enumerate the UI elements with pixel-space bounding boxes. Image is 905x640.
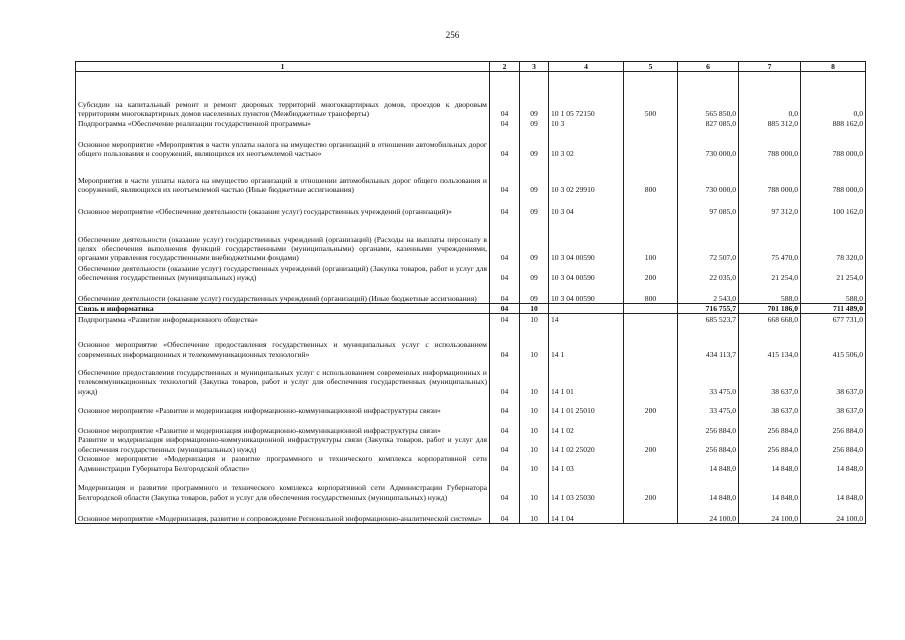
table-row bbox=[76, 415, 866, 435]
row-amount-col6: 685 523,7 bbox=[678, 314, 739, 324]
row-amount-col6: 716 755,7 bbox=[678, 304, 739, 314]
row-amount-col7: 38 637,0 bbox=[739, 359, 801, 396]
row-expense-type bbox=[624, 502, 678, 524]
row-amount-col8: 256 884,0 bbox=[801, 415, 866, 435]
row-subsection: 09 bbox=[520, 283, 549, 304]
row-section: 04 bbox=[490, 72, 520, 119]
col-header: 7 bbox=[739, 62, 801, 72]
row-section: 04 bbox=[490, 217, 520, 263]
row-amount-col8: 788 000,0 bbox=[801, 129, 866, 159]
row-name: Основное мероприятие «Развитие и модернизация информационно-коммуникационной инфраструктуры связи» bbox=[76, 396, 490, 415]
row-name: Модернизация и развитие программного и технического комплекса корпоративной сети Администрации Губернатора Белгородской области (Закупка товаров, работ и услуг для обеспечения государственных (муниципальных) нужд) bbox=[76, 473, 490, 502]
col-header: 1 bbox=[76, 62, 490, 72]
row-subsection: 09 bbox=[520, 263, 549, 283]
row-amount-col7: 256 884,0 bbox=[739, 435, 801, 454]
table-row bbox=[76, 159, 866, 195]
row-section: 04 bbox=[490, 129, 520, 159]
row-section: 04 bbox=[490, 435, 520, 454]
row-name: Подпрограмма «Обеспечение реализации государственной программы» bbox=[76, 119, 490, 129]
row-subsection: 10 bbox=[520, 314, 549, 324]
row-section: 04 bbox=[490, 119, 520, 129]
row-target-article: 10 3 04 bbox=[549, 195, 624, 217]
table-row bbox=[76, 359, 866, 396]
row-section: 04 bbox=[490, 473, 520, 502]
row-name: Основное мероприятие «Модернизация, развитие и сопровождение Региональной информационно-аналитической системы» bbox=[76, 502, 490, 524]
row-target-article: 10 3 04 00590 bbox=[549, 263, 624, 283]
row-amount-col7: 0,0 bbox=[739, 72, 801, 119]
row-name: Обеспечение деятельности (оказание услуг) государственных учреждений (организаций) (Закупка товаров, работ и услуг для обеспечения государственных (муниципальных) нужд) bbox=[76, 263, 490, 283]
row-expense-type bbox=[624, 314, 678, 324]
row-name: Развитие и модернизация информационно-коммуникационной инфраструктуры связи (Закупка товаров, работ и услуг для обеспечения государственных (муниципальных) нужд) bbox=[76, 435, 490, 454]
row-name: Основное мероприятие «Обеспечение деятельности (оказание услуг) государственных учреждений (организаций)» bbox=[76, 195, 490, 217]
row-amount-col6: 256 884,0 bbox=[678, 415, 739, 435]
row-name: Основное мероприятие «Обеспечение предоставления государственных и муниципальных услуг с использованием современных информационных и телекоммуникационных технологий» bbox=[76, 324, 490, 359]
table-row bbox=[76, 473, 866, 502]
row-amount-col7: 14 848,0 bbox=[739, 454, 801, 473]
row-expense-type: 200 bbox=[624, 435, 678, 454]
row-amount-col7: 21 254,0 bbox=[739, 263, 801, 283]
table-row bbox=[76, 304, 866, 314]
row-section: 04 bbox=[490, 314, 520, 324]
row-name: Мероприятия в части уплаты налога на имущество организаций в отношении автомобильных дорог общего пользования и сооружений, являющихся их неотъемлемой частью (Иные бюджетные ассигнования) bbox=[76, 159, 490, 195]
row-amount-col8: 100 162,0 bbox=[801, 195, 866, 217]
row-expense-type bbox=[624, 119, 678, 129]
table-row bbox=[76, 129, 866, 159]
row-amount-col6: 33 475,0 bbox=[678, 359, 739, 396]
row-subsection: 10 bbox=[520, 324, 549, 359]
row-expense-type: 100 bbox=[624, 217, 678, 263]
row-subsection: 09 bbox=[520, 129, 549, 159]
row-target-article bbox=[549, 304, 624, 314]
row-amount-col8: 38 637,0 bbox=[801, 359, 866, 396]
row-section: 04 bbox=[490, 396, 520, 415]
row-section: 04 bbox=[490, 304, 520, 314]
row-target-article: 10 3 04 00590 bbox=[549, 217, 624, 263]
row-amount-col6: 22 035,0 bbox=[678, 263, 739, 283]
row-subsection: 10 bbox=[520, 454, 549, 473]
row-amount-col6: 2 543,0 bbox=[678, 283, 739, 304]
row-amount-col7: 415 134,0 bbox=[739, 324, 801, 359]
row-name: Обеспечение предоставления государственных и муниципальных услуг с использованием современных информационных и телекоммуникационных технологий (Закупка товаров, работ и услуг для обеспечения государственных (муниципальных) нужд) bbox=[76, 359, 490, 396]
row-amount-col6: 14 848,0 bbox=[678, 473, 739, 502]
table-row bbox=[76, 195, 866, 217]
row-amount-col7: 14 848,0 bbox=[739, 473, 801, 502]
row-section: 04 bbox=[490, 359, 520, 396]
row-subsection: 10 bbox=[520, 473, 549, 502]
budget-table bbox=[75, 61, 866, 524]
row-expense-type: 800 bbox=[624, 283, 678, 304]
row-amount-col6: 565 850,0 bbox=[678, 72, 739, 119]
table-row bbox=[76, 119, 866, 129]
row-amount-col8: 677 731,0 bbox=[801, 314, 866, 324]
col-header: 5 bbox=[624, 62, 678, 72]
row-expense-type bbox=[624, 324, 678, 359]
row-section: 04 bbox=[490, 263, 520, 283]
row-amount-col6: 730 000,0 bbox=[678, 159, 739, 195]
row-amount-col6: 24 100,0 bbox=[678, 502, 739, 524]
row-subsection: 10 bbox=[520, 396, 549, 415]
header-row bbox=[76, 62, 866, 72]
row-name: Основное мероприятие «Модернизация и развитие программного и технического комплекса корпоративной сети Администрации Губернатора Белгородской области» bbox=[76, 454, 490, 473]
row-target-article: 14 1 02 25020 bbox=[549, 435, 624, 454]
row-amount-col7: 788 000,0 bbox=[739, 129, 801, 159]
table-row bbox=[76, 324, 866, 359]
table-row bbox=[76, 283, 866, 304]
row-amount-col8: 38 637,0 bbox=[801, 396, 866, 415]
row-expense-type bbox=[624, 304, 678, 314]
row-amount-col6: 434 113,7 bbox=[678, 324, 739, 359]
row-expense-type: 200 bbox=[624, 473, 678, 502]
table-row bbox=[76, 217, 866, 263]
row-amount-col8: 711 489,0 bbox=[801, 304, 866, 314]
col-header: 3 bbox=[520, 62, 549, 72]
row-expense-type bbox=[624, 359, 678, 396]
row-name: Связь и информатика bbox=[76, 304, 490, 314]
table-row bbox=[76, 314, 866, 324]
row-amount-col7: 256 884,0 bbox=[739, 415, 801, 435]
row-target-article: 14 1 bbox=[549, 324, 624, 359]
row-expense-type: 500 bbox=[624, 72, 678, 119]
row-amount-col6: 72 507,0 bbox=[678, 217, 739, 263]
table-row bbox=[76, 454, 866, 473]
row-amount-col8: 14 848,0 bbox=[801, 473, 866, 502]
row-subsection: 10 bbox=[520, 304, 549, 314]
row-subsection: 09 bbox=[520, 195, 549, 217]
table-row bbox=[76, 435, 866, 454]
row-target-article: 14 bbox=[549, 314, 624, 324]
row-subsection: 10 bbox=[520, 435, 549, 454]
row-amount-col8: 78 320,0 bbox=[801, 217, 866, 263]
row-subsection: 09 bbox=[520, 72, 549, 119]
row-amount-col6: 97 085,0 bbox=[678, 195, 739, 217]
row-amount-col8: 788 000,0 bbox=[801, 159, 866, 195]
row-target-article: 10 3 02 29910 bbox=[549, 159, 624, 195]
row-amount-col7: 668 668,0 bbox=[739, 314, 801, 324]
row-name: Обеспечение деятельности (оказание услуг) государственных учреждений (организаций) (Расходы на выплаты персоналу в целях обеспечения выполнения функций государственными (муниципальными) органами, казенными учреждениями, органами управления государственными внебюджетными фондами) bbox=[76, 217, 490, 263]
row-name: Основное мероприятие «Развитие и модернизация информационно-коммуникационной инфраструктуры связи» bbox=[76, 415, 490, 435]
row-subsection: 09 bbox=[520, 217, 549, 263]
row-amount-col8: 415 506,0 bbox=[801, 324, 866, 359]
row-section: 04 bbox=[490, 454, 520, 473]
row-amount-col6: 14 848,0 bbox=[678, 454, 739, 473]
row-amount-col8: 24 100,0 bbox=[801, 502, 866, 524]
row-subsection: 10 bbox=[520, 359, 549, 396]
row-subsection: 10 bbox=[520, 502, 549, 524]
row-target-article: 14 1 04 bbox=[549, 502, 624, 524]
table-row bbox=[76, 396, 866, 415]
row-target-article: 10 3 bbox=[549, 119, 624, 129]
row-section: 04 bbox=[490, 195, 520, 217]
row-amount-col7: 38 637,0 bbox=[739, 396, 801, 415]
row-target-article: 10 3 04 00590 bbox=[549, 283, 624, 304]
table-row bbox=[76, 263, 866, 283]
row-amount-col6: 256 884,0 bbox=[678, 435, 739, 454]
row-name: Субсидии на капитальный ремонт и ремонт дворовых территорий многоквартирных домов, проездов к дворовым территориям многоквартирных домов населенных пунктов (Межбюджетные трансферты) bbox=[76, 72, 490, 119]
row-amount-col7: 788 000,0 bbox=[739, 159, 801, 195]
col-header: 8 bbox=[801, 62, 866, 72]
col-header: 4 bbox=[549, 62, 624, 72]
row-amount-col6: 730 000,0 bbox=[678, 129, 739, 159]
row-amount-col7: 97 312,0 bbox=[739, 195, 801, 217]
row-amount-col7: 885 312,0 bbox=[739, 119, 801, 129]
table-row bbox=[76, 502, 866, 524]
row-target-article: 14 1 02 bbox=[549, 415, 624, 435]
row-expense-type bbox=[624, 129, 678, 159]
row-amount-col8: 888 162,0 bbox=[801, 119, 866, 129]
row-amount-col8: 588,0 bbox=[801, 283, 866, 304]
row-subsection: 09 bbox=[520, 159, 549, 195]
row-target-article: 14 1 03 25030 bbox=[549, 473, 624, 502]
row-amount-col7: 75 470,0 bbox=[739, 217, 801, 263]
row-amount-col7: 588,0 bbox=[739, 283, 801, 304]
row-amount-col8: 256 884,0 bbox=[801, 435, 866, 454]
row-section: 04 bbox=[490, 502, 520, 524]
row-expense-type: 800 bbox=[624, 159, 678, 195]
table-row bbox=[76, 72, 866, 119]
row-subsection: 10 bbox=[520, 415, 549, 435]
row-target-article: 10 3 02 bbox=[549, 129, 624, 159]
row-expense-type bbox=[624, 454, 678, 473]
table-body bbox=[76, 72, 866, 524]
row-section: 04 bbox=[490, 283, 520, 304]
row-section: 04 bbox=[490, 324, 520, 359]
row-target-article: 14 1 01 bbox=[549, 359, 624, 396]
row-name: Обеспечение деятельности (оказание услуг) государственных учреждений (организаций) (Иные бюджетные ассигнования) bbox=[76, 283, 490, 304]
col-header: 6 bbox=[678, 62, 739, 72]
row-amount-col7: 701 186,0 bbox=[739, 304, 801, 314]
row-target-article: 14 1 03 bbox=[549, 454, 624, 473]
row-amount-col6: 827 085,0 bbox=[678, 119, 739, 129]
row-amount-col6: 33 475,0 bbox=[678, 396, 739, 415]
row-name: Основное мероприятие «Мероприятия в части уплаты налога на имущество организаций в отношении автомобильных дорог общего пользования и сооружений, являющихся их неотъемлемой частью» bbox=[76, 129, 490, 159]
row-expense-type: 200 bbox=[624, 396, 678, 415]
row-expense-type bbox=[624, 195, 678, 217]
row-target-article: 10 1 05 72150 bbox=[549, 72, 624, 119]
row-target-article: 14 1 01 25010 bbox=[549, 396, 624, 415]
row-amount-col8: 21 254,0 bbox=[801, 263, 866, 283]
row-amount-col8: 0,0 bbox=[801, 72, 866, 119]
row-name: Подпрограмма «Развитие информационного общества» bbox=[76, 314, 490, 324]
row-amount-col7: 24 100,0 bbox=[739, 502, 801, 524]
row-section: 04 bbox=[490, 415, 520, 435]
row-amount-col8: 14 848,0 bbox=[801, 454, 866, 473]
row-expense-type: 200 bbox=[624, 263, 678, 283]
col-header: 2 bbox=[490, 62, 520, 72]
row-section: 04 bbox=[490, 159, 520, 195]
row-expense-type bbox=[624, 415, 678, 435]
page-number: 256 bbox=[445, 30, 460, 40]
row-subsection: 09 bbox=[520, 119, 549, 129]
